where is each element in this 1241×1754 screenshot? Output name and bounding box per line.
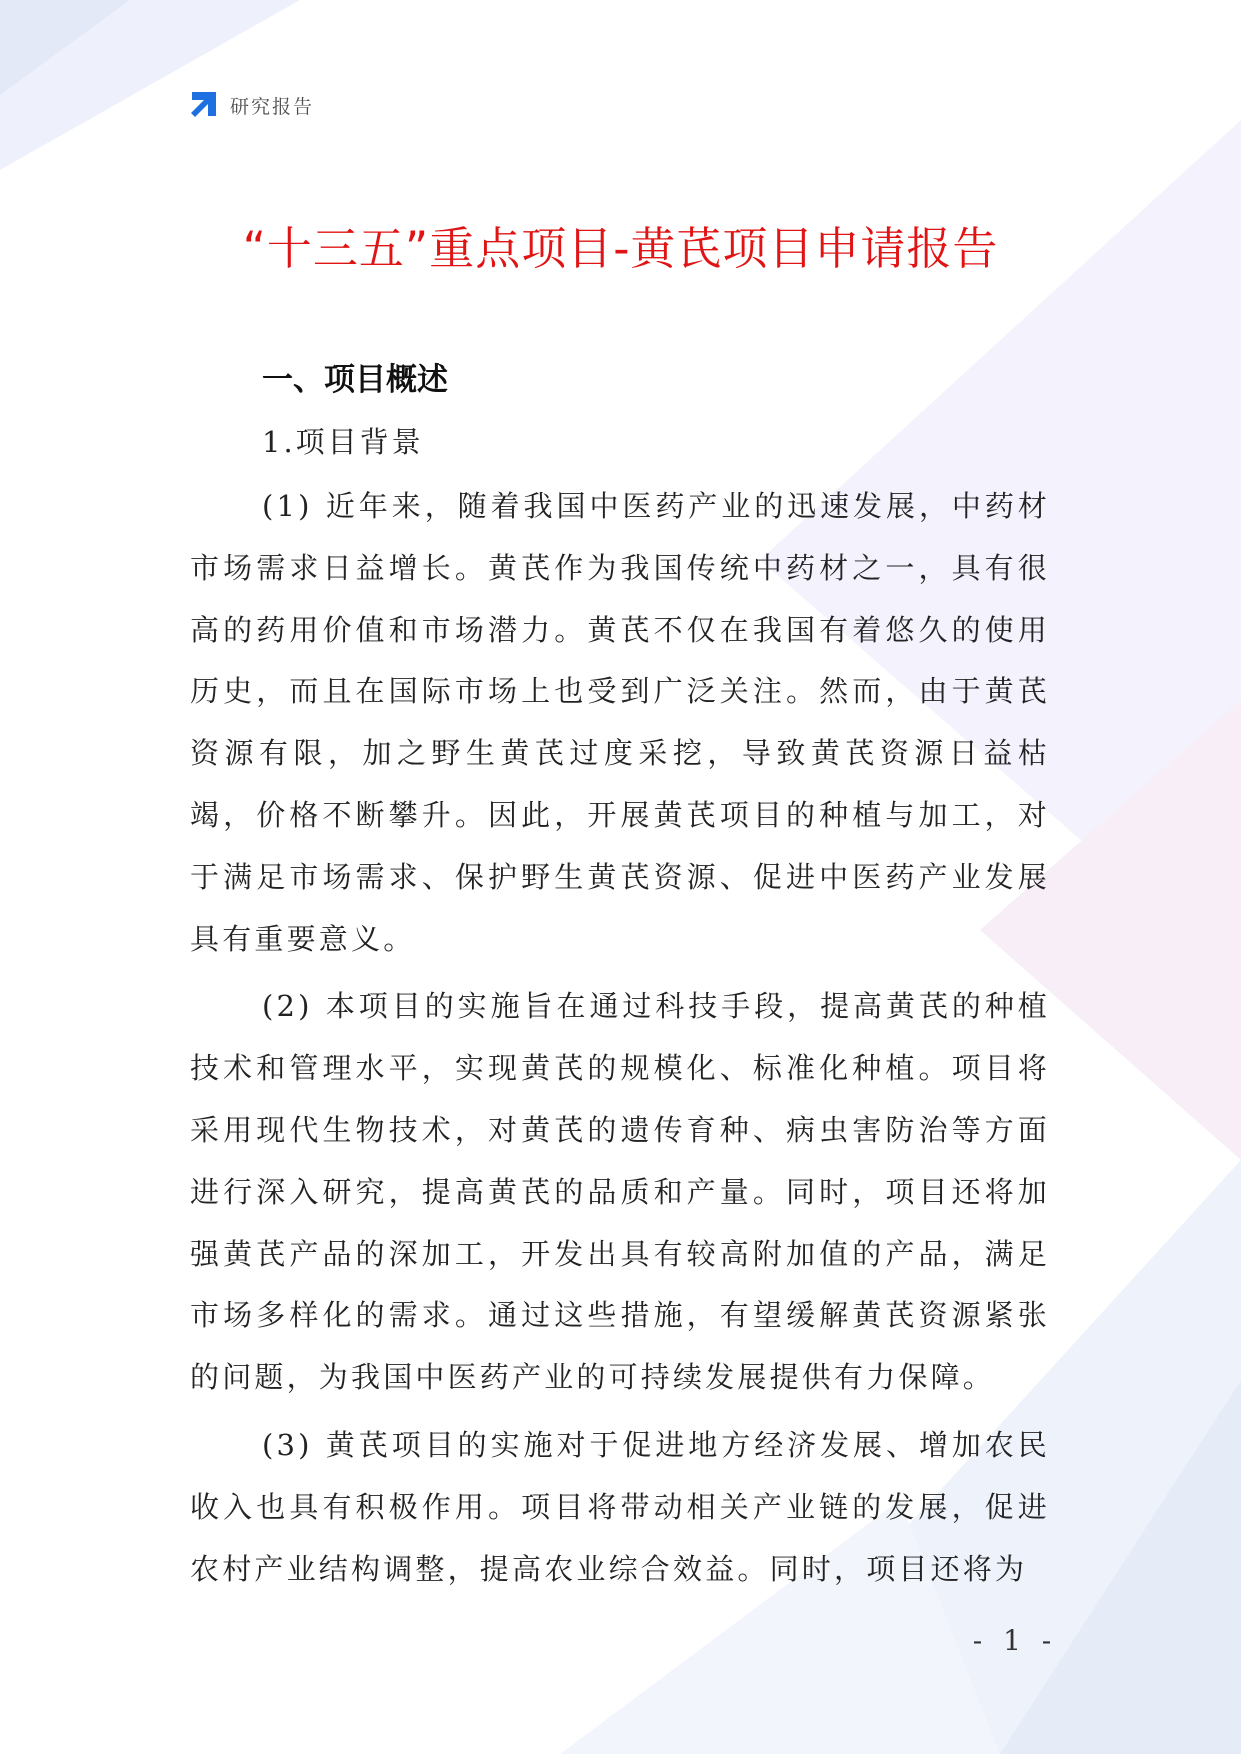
arrow-up-right-icon	[186, 88, 220, 122]
paragraph-1: (1) 近年来，随着我国中医药产业的迅速发展，中药材市场需求日益增长。黄芪作为我国传统中药材之一，具有很高的药用价值和市场潜力。黄芪不仅在我国有着悠久的使用历史，而且在国际市场上也受到广泛关注。然而，由于黄芪资源有限，加之野生黄芪过度采挖，导致黄芪资源日益枯竭，价格不断攀升。因此，开展黄芪项目的种植与加工，对于满足市场需求、保护野生黄芪资源、促进中医药产业发展具有重要意义。	[190, 489, 1050, 956]
page-number: - 1 -	[972, 1624, 1058, 1657]
document-title: “十三五”重点项目-黄芪项目申请报告	[242, 222, 999, 275]
section-heading: 一、项目概述	[262, 362, 448, 398]
subsection-heading: 1.项目背景	[262, 425, 424, 459]
header-label: 研究报告	[230, 95, 315, 118]
paragraph-3: (3) 黄芪项目的实施对于促进地方经济发展、增加农民收入也具有积极作用。项目将带动相关产业链的发展，促进农村产业结构调整，提高农业综合效益。同时，项目还将为	[190, 1427, 1050, 1586]
document-body	[190, 352, 1050, 1600]
paragraph-2: (2) 本项目的实施旨在通过科技手段，提高黄芪的种植技术和管理水平，实现黄芪的规模化、标准化种植。项目将采用现代生物技术，对黄芪的遗传育种、病虫害防治等方面进行深入研究，提高黄芪的品质和产量。同时，项目还将加强黄芪产品的深加工，开发出具有较高附加值的产品，满足市场多样化的需求。通过这些措施，有望缓解黄芪资源紧张的问题，为我国中医药产业的可持续发展提供有力保障。	[190, 989, 1050, 1395]
header	[186, 88, 314, 122]
